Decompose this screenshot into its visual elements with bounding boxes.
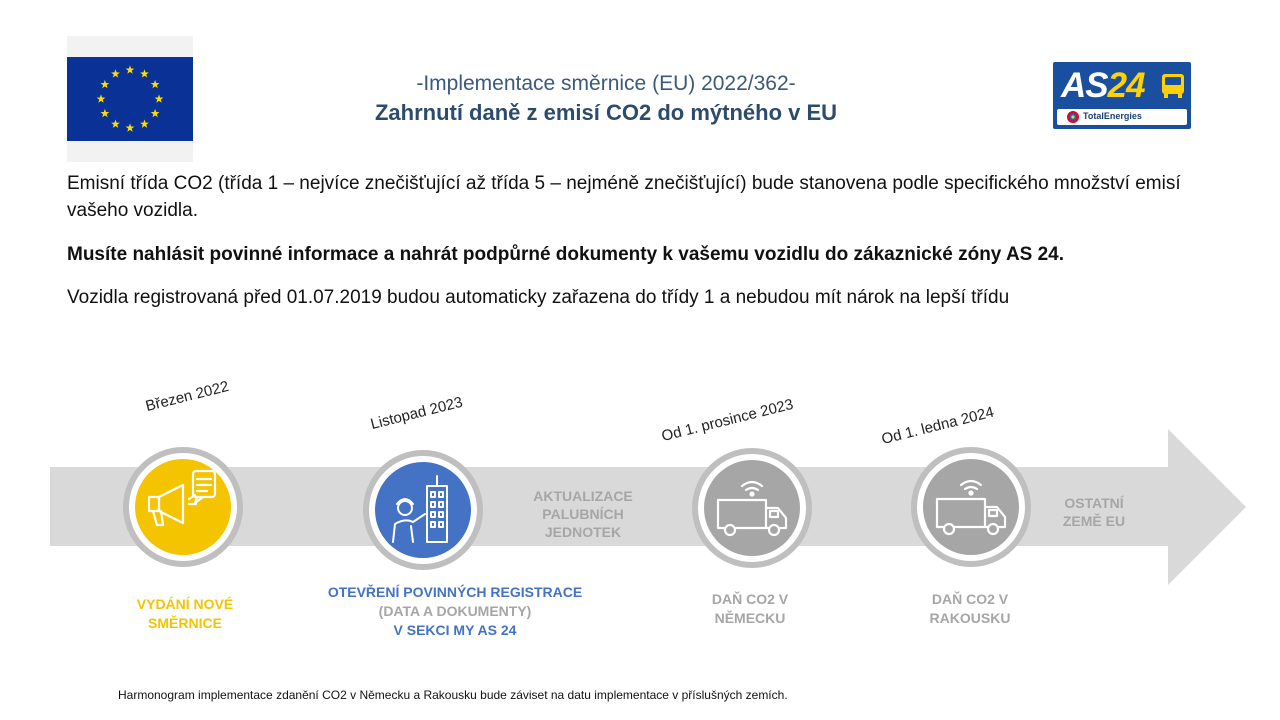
milestone-date-1: Březen 2022 [143, 377, 231, 415]
eu-star [101, 80, 110, 88]
milestone-date-2: Listopad 2023 [368, 393, 465, 433]
page-title: Zahrnutí daně z emisí CO2 do mýtného v EU [374, 100, 838, 125]
update-units-text: AKTUALIZACE PALUBNÍCH JEDNOTEK [533, 488, 633, 540]
worker-building-icon [375, 462, 471, 558]
eu-star [101, 109, 110, 117]
emission-class-paragraph: Emisní třída CO2 (třída 1 – nejvíce znečišťující až třída 5 – nejméně znečišťující) bude stanovena podle specifického množství emisí vašeho vozidla. [67, 173, 1181, 221]
connected-truck-icon [923, 459, 1019, 555]
eu-star [97, 94, 106, 102]
megaphone-icon [135, 459, 231, 555]
eu-flag-logo [67, 36, 193, 162]
as24-logo [1053, 62, 1191, 129]
milestone-date-3: Od 1. prosince 2023 [659, 395, 796, 445]
as24-brand-text: AS24 [1061, 66, 1145, 105]
milestone-3-caption: DAŇ CO2 V NĚMECKU [711, 591, 789, 626]
eu-star [140, 69, 149, 77]
eu-star [151, 80, 160, 88]
milestone-2-caption: OTEVŘENÍ POVINNÝCH REGISTRACE (DATA A DOKUMENTY) V SEKCI MY AS 24 [327, 584, 583, 638]
milestone-3-circle [692, 448, 812, 568]
eu-star [126, 123, 135, 131]
totalenergies-icon [1065, 110, 1081, 124]
totalenergies-label: TotalEnergies [1083, 111, 1142, 121]
milestone-1-caption: VYDÁNÍ NOVÉ SMĚRNICE [136, 596, 234, 631]
eu-star [111, 120, 120, 128]
eu-flag [67, 57, 193, 141]
eu-star [151, 109, 160, 117]
eu-star [111, 69, 120, 77]
other-eu-countries-text: OSTATNÍ ZEMĚ EU [1062, 495, 1126, 529]
eu-star [155, 94, 164, 102]
milestone-2-circle [363, 450, 483, 570]
eu-star [140, 120, 149, 128]
milestone-4-caption: DAŇ CO2 V RAKOUSKU [929, 591, 1011, 626]
milestone-4-circle [911, 447, 1031, 567]
eu-star [126, 65, 135, 73]
footnote: Harmonogram implementace zdanění CO2 v Německu a Rakousku bude záviset na datu implementace v příslušných zemích. [118, 688, 788, 702]
truck-front-icon [1159, 72, 1187, 100]
connected-truck-icon [704, 460, 800, 556]
eu-stars-icon [67, 57, 193, 141]
totalenergies-band [1057, 109, 1187, 125]
milestone-date-4: Od 1. ledna 2024 [879, 403, 996, 448]
page-subtitle: -Implementace směrnice (EU) 2022/362- [416, 72, 796, 95]
mandatory-info-paragraph: Musíte nahlásit povinné informace a nahrát podpůrné dokumenty k vašemu vozidlu do zákaznické zóny AS 24. [67, 244, 1065, 265]
milestone-1-circle [123, 447, 243, 567]
registration-date-paragraph: Vozidla registrovaná před 01.07.2019 budou automaticky zařazena do třídy 1 a nebudou mít nárok na lepší třídu [67, 287, 1010, 308]
